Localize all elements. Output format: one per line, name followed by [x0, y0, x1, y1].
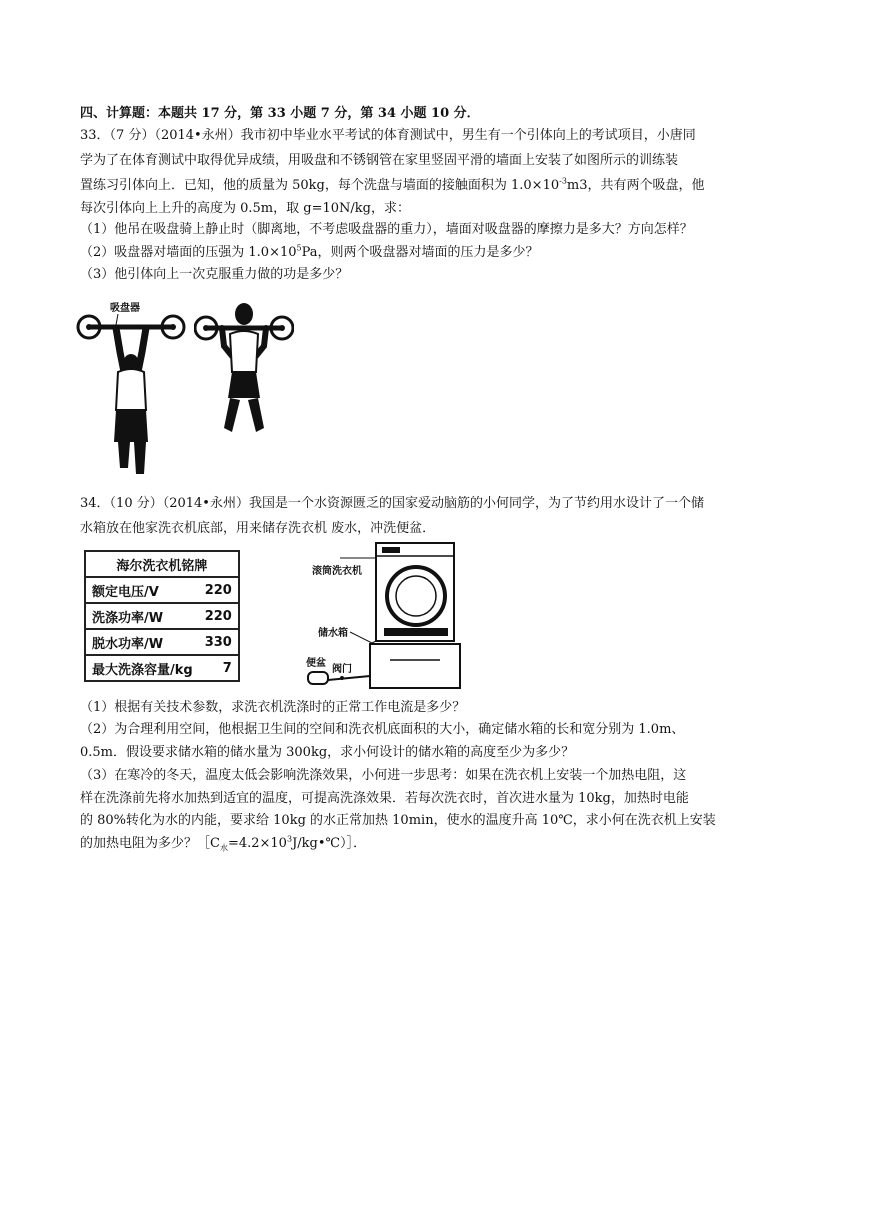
nameplate-label: 额定电压/V	[85, 577, 199, 603]
q33-line-2: 学为了在体育测试中取得优异成绩，用吸盘和不锈钢管在家里竖固平滑的墙面上安装了如图所示的训练装	[80, 153, 679, 168]
toilet-icon	[308, 672, 328, 684]
q33-line-3	[80, 175, 705, 197]
valve-label: 阀门	[332, 664, 352, 675]
washer-nameplate-table	[84, 550, 240, 682]
pullup-figure-right	[194, 300, 294, 460]
q34-subquestion-3-line-3: 的 80%转化为水的内能，要求给 10kg 的水正常加热 10min，使水的温度升高 10℃，求小何在洗衣机上安装	[80, 813, 716, 828]
q34-subquestion-3-line-4	[80, 833, 366, 855]
q34-line-1: 34．（10 分）（2014•永州）我国是一个水资源匮乏的国家爱动脑筋的小何同学，为了节约用水设计了一个储	[80, 496, 704, 511]
nameplate-row	[85, 577, 239, 603]
section-heading: 四、计算题：本题共 17 分，第 33 小题 7 分，第 34 小题 10 分．	[80, 106, 480, 121]
tank-label: 储水箱	[318, 628, 348, 639]
q33-subquestion-2	[80, 242, 539, 264]
nameplate-row	[85, 629, 239, 655]
q34-sub3-text-a: 的加热电阻为多少？［C	[80, 836, 220, 851]
q34-subquestion-2-line-2: 0.5m．假设要求储水箱的储水量为 300kg，求小何设计的储水箱的高度至少为多少？	[80, 745, 575, 760]
nameplate-value: 220	[199, 577, 239, 603]
q33-exponent: -3	[559, 176, 567, 186]
q34-subquestion-2-line-1: （2）为合理利用空间，他根据卫生间的空间和洗衣机底面积的大小，确定储水箱的长和宽分别为 1.0m、	[80, 722, 685, 737]
nameplate-row	[85, 655, 239, 681]
q34-sub3-exponent: 3	[286, 834, 293, 844]
nameplate-title-row	[85, 551, 239, 577]
nameplate-value: 7	[199, 655, 239, 681]
q34-subquestion-3-line-1: （3）在寒冷的冬天，温度太低会影响洗涤效果，小何进一步思考：如果在洗衣机上安装一个加热电阻，这	[80, 768, 687, 783]
q33-line-3-text-b: m3，共有两个吸盘，他	[566, 178, 705, 193]
washer-label: 滚筒洗衣机	[312, 566, 362, 577]
nameplate-title: 海尔洗衣机铭牌	[85, 551, 239, 577]
nameplate-label: 洗涤功率/W	[85, 603, 199, 629]
q34-sub3-subscript: 水	[219, 843, 228, 853]
q33-subquestion-1: （1）他吊在吸盘骑上静止时（脚离地，不考虑吸盘器的重力），墙面对吸盘器的摩擦力是多大？方向怎样？	[80, 222, 693, 237]
q33-sub2-exponent: 5	[296, 243, 302, 253]
q34-sub3-text-b: =4.2×10	[227, 836, 287, 851]
q33-sub2-text-b: Pa，则两个吸盘器对墙面的压力是多少？	[301, 245, 539, 260]
q33-line-3-text-a: 置练习引体向上．已知，他的质量为 50kg，每个洗盘与墙面的接触面积为 1.0×10	[80, 178, 560, 193]
water-tank-box	[370, 644, 460, 688]
toilet-label: 便盆	[306, 658, 326, 669]
nameplate-label: 脱水功率/W	[85, 629, 199, 655]
q34-line-2: 水箱放在他家洗衣机底部，用来储存洗衣机 废水，冲洗便盆．	[80, 521, 436, 536]
q33-subquestion-3: （3）他引体向上一次克服重力做的功是多少？	[80, 267, 349, 282]
q33-line-1: 33．（7 分）（2014•永州）我市初中毕业水平考试的体育测试中，男生有一个引体向上的考试项目，小唐同	[80, 128, 696, 143]
pullup-figure-left	[76, 292, 196, 482]
nameplate-label: 最大洗涤容量/kg	[85, 655, 199, 681]
q34-subquestion-3-line-2: 样在洗涤前先将水加热到适宜的温度，可提高洗涤效果．若每次洗衣时，首次进水量为 10kg，加热时电能	[80, 791, 689, 806]
q33-sub2-text-a: （2）吸盘器对墙面的压强为 1.0×10	[80, 245, 297, 260]
nameplate-value: 220	[199, 603, 239, 629]
q34-sub3-text-c: J/kg•℃）］．	[292, 836, 367, 851]
nameplate-value: 330	[199, 629, 239, 655]
drain-pipe	[328, 676, 370, 680]
suction-cup-label: 吸盘器	[110, 303, 140, 314]
q34-subquestion-1: （1）根据有关技术参数，求洗衣机洗涤时的正常工作电流是多少？	[80, 700, 466, 715]
q33-line-4: 每次引体向上上升的高度为 0.5m，取 g=10N/kg，求：	[80, 201, 410, 216]
nameplate-row	[85, 603, 239, 629]
valve-icon	[340, 676, 344, 680]
